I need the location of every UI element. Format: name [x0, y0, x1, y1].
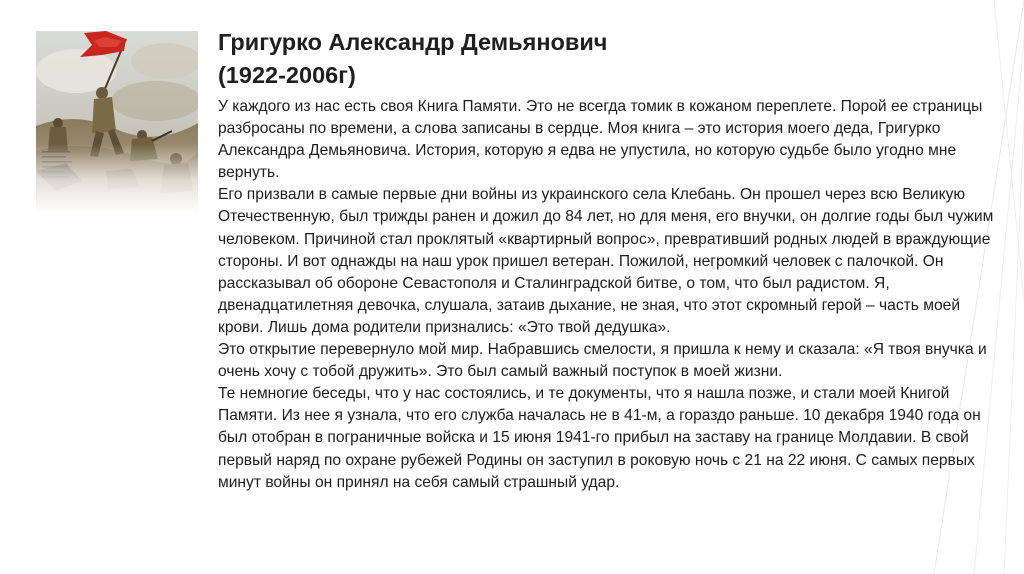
page-title: [218, 26, 1004, 92]
paragraph-4: Те немногие беседы, что у нас состоялись, и те документы, что я нашла позже, и стали моей Книгой Памяти. Из нее я узнала, что его служба началась не в 41-м, а гораздо раньше. 10 декабря 1940 года он был отобран в пограничные войска и 15 июня 1941-го прибыл на заставу на границе Молдавии. В свой первый наряд по охране рубежей Родины он заступил в роковую ночь с 21 на 22 июня. С самых первых минут войны он принял на себя самый страшный удар.: [218, 385, 981, 491]
body-text: [218, 96, 1004, 494]
text-content: [218, 26, 1004, 494]
paragraph-1: У каждого из нас есть своя Книга Памяти. Это не всегда томик в кожаном переплете. Порой ее страницы разбросаны по времени, а слова записаны в сердце. Моя книга – это история моего деда, Григурко Александра Демьяновича. История, которую я едва не упустила, но которую судьбе было угодно мне вернуть.: [218, 98, 983, 182]
paragraph-3: Это открытие перевернуло мой мир. Набравшись смелости, я пришла к нему и сказала: «Я твоя внучка и очень хочу с тобой дружить». Это был самый важный поступок в моей жизни.: [218, 341, 987, 381]
war-painting-image: [36, 31, 198, 213]
title-years: (1922-2006г): [218, 62, 356, 88]
paragraph-2: Его призвали в самые первые дни войны из украинского села Клебань. Он прошел через всю Великую Отечественную, был трижды ранен и дожил до 84 лет, но для меня, его внучки, он долгие годы был чужим человеком. Причиной стал проклятый «квартирный вопрос», превративший родных людей в враждующие стороны. И вот однажды на наш урок пришел ветеран. Пожилой, негромкий человек с палочкой. Он рассказывал об обороне Севастополя и Сталинградской битве, о том, что был радистом. Я, двенадцатилетняя девочка, слушала, затаив дыхание, не зная, что этот скромный герой – часть моей крови. Лишь дома родители признались: «Это твой дедушка».: [218, 186, 994, 336]
title-name: Григурко Александр Демьянович: [218, 29, 608, 55]
painting-artwork: [36, 31, 198, 213]
